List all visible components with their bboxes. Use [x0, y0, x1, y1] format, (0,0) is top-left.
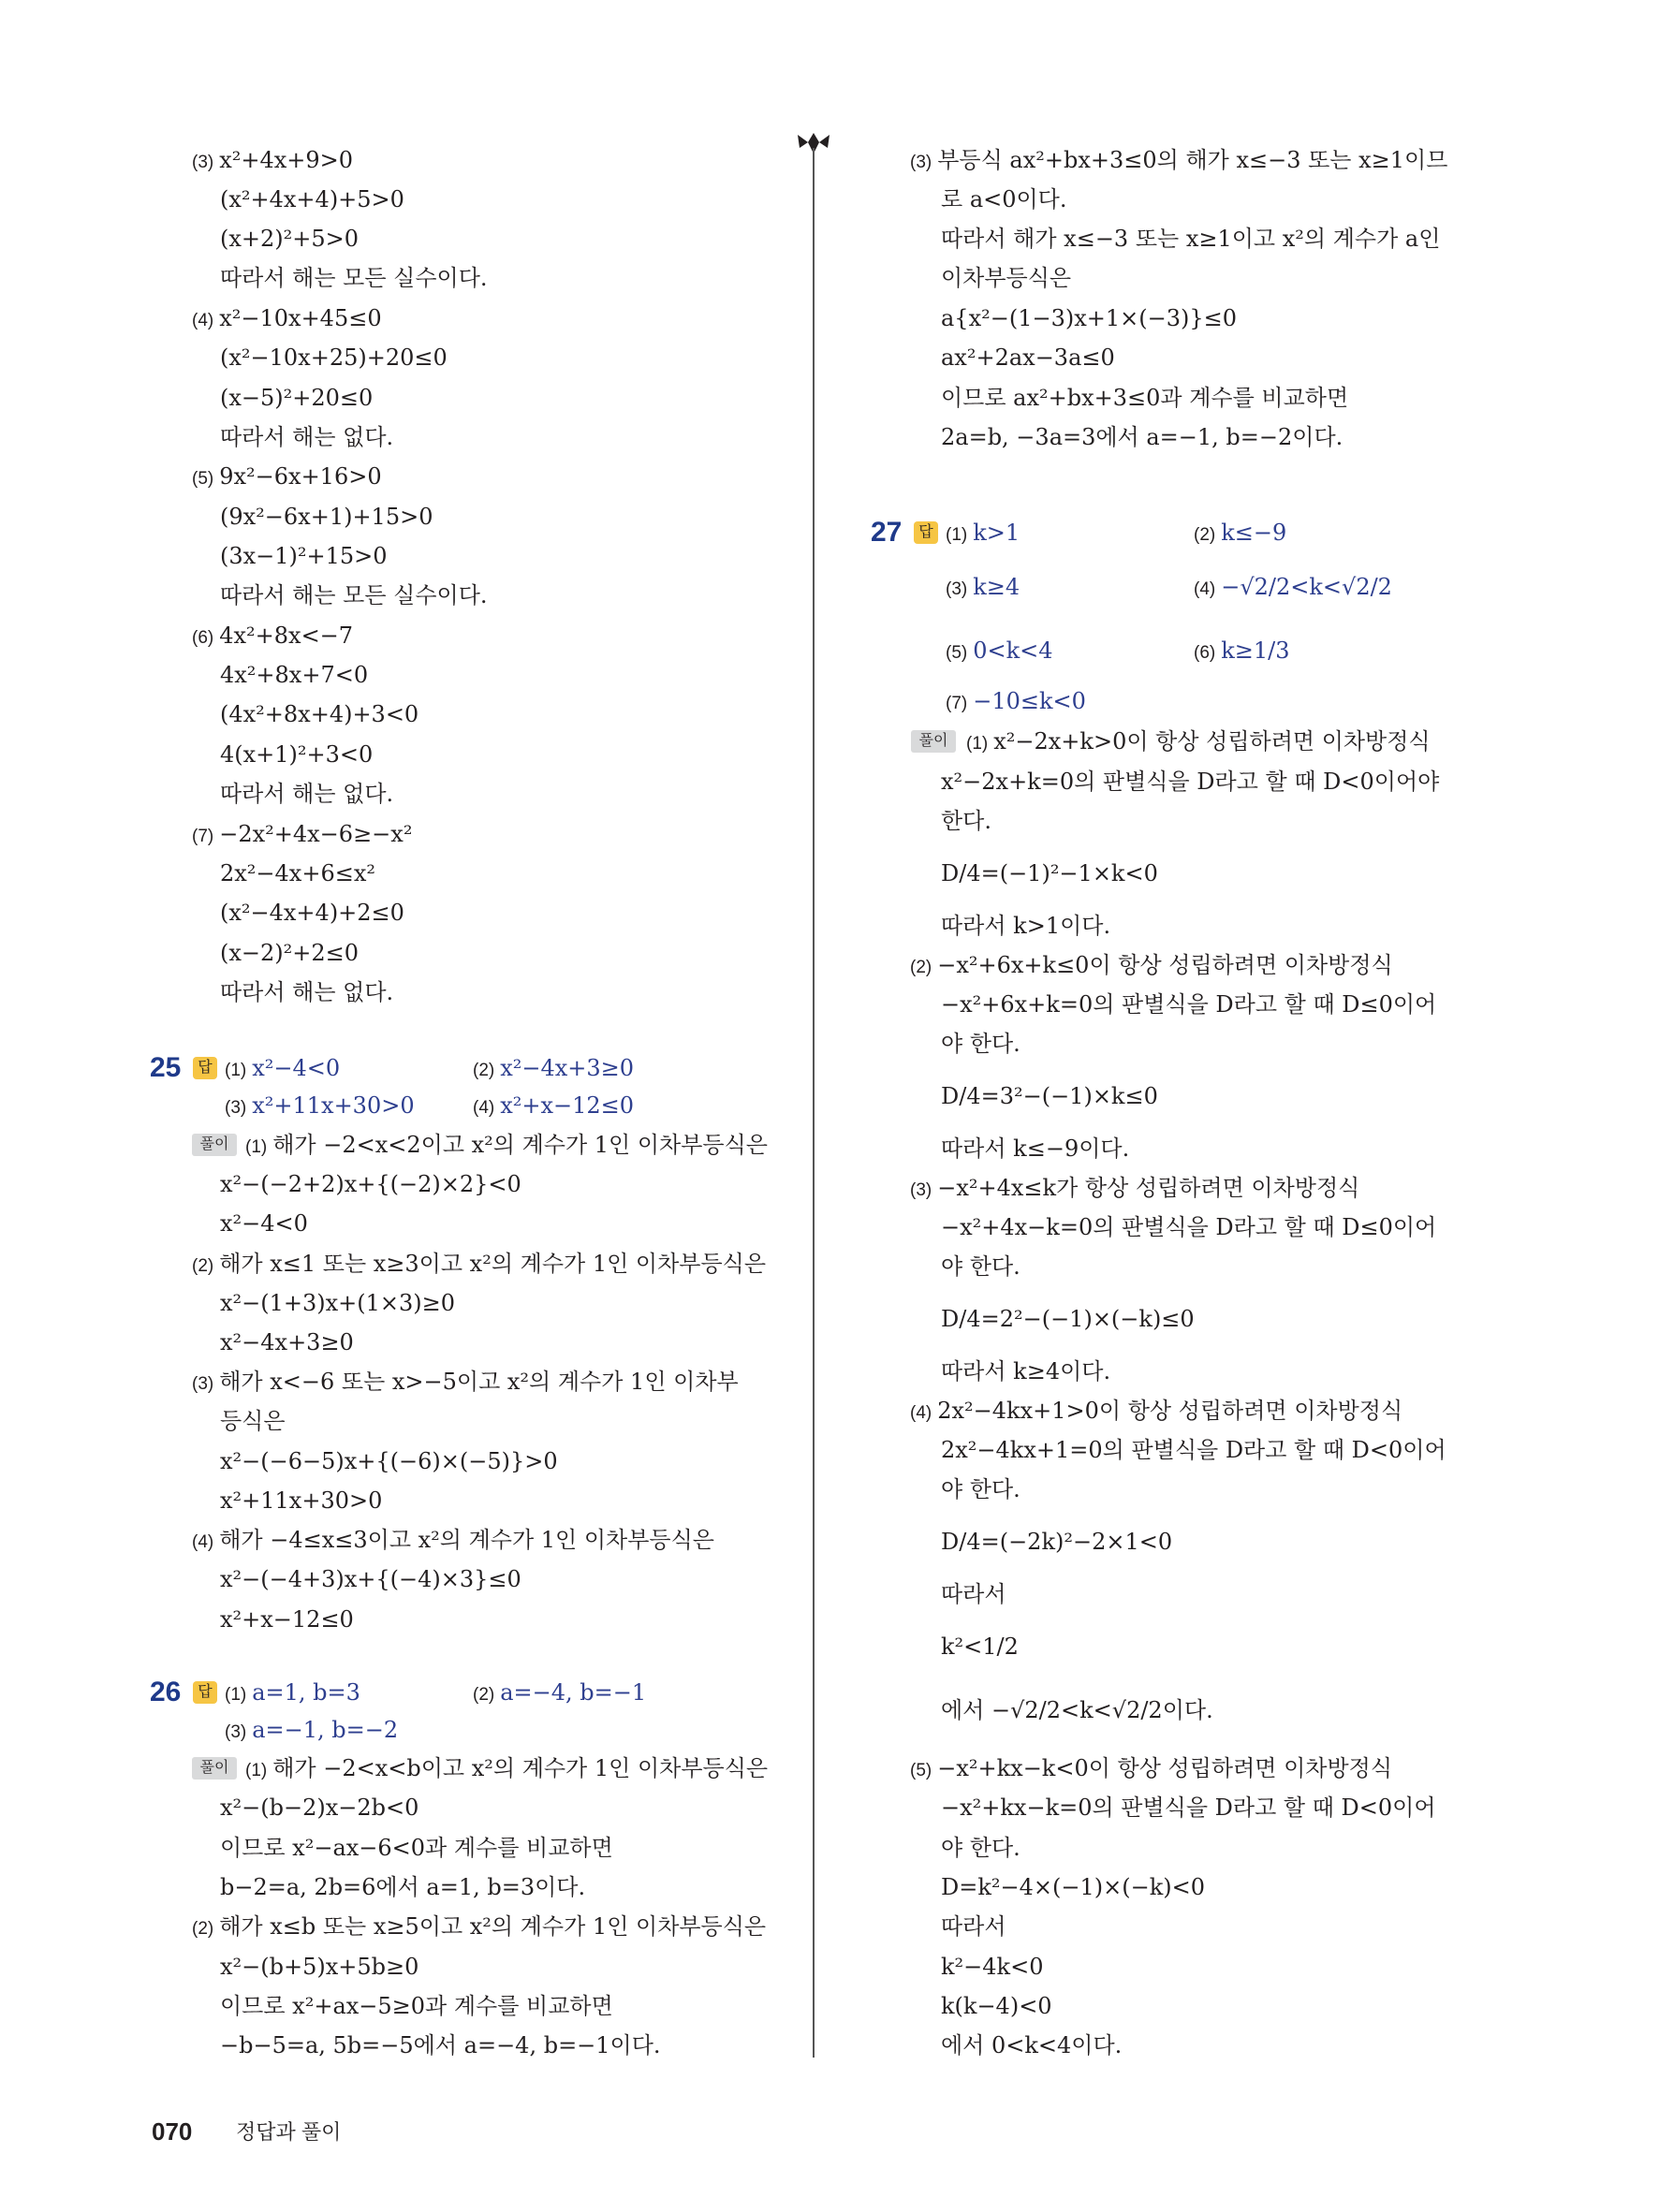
answer-item: (2) k≤−9	[1194, 520, 1287, 546]
solution-line: 따라서 k≥4이다.	[941, 1358, 1111, 1384]
solution-line: 2a=b, −3a=3에서 a=−1, b=−2이다.	[941, 424, 1343, 450]
solution-line: (6) 4x²+8x<−7	[192, 623, 354, 649]
solution-line: (9x²−6x+1)+15>0	[220, 504, 433, 530]
solution-line: 따라서 해는 모든 실수이다.	[220, 265, 488, 291]
solution-line: D/4=(−2k)²−2×1<0	[941, 1529, 1173, 1555]
solution-line: 이차부등식은	[941, 265, 1072, 291]
solution-line: 야 한다.	[941, 1835, 1020, 1861]
answer-item: (1) x²−4<0	[225, 1055, 341, 1081]
solution-line: x²−(b−2)x−2b<0	[220, 1795, 419, 1821]
solution-line: 4x²+8x+7<0	[220, 662, 369, 688]
solution-line: x²−(b+5)x+5b≥0	[220, 1954, 419, 1980]
solution-line: (x²−4x+4)+2≤0	[220, 900, 404, 926]
solution-line: 따라서	[941, 1581, 1006, 1607]
solution-line: 2x²−4kx+1=0의 판별식을 D라고 할 때 D<0이어	[941, 1437, 1446, 1463]
answer-item: (2) x²−4x+3≥0	[473, 1055, 635, 1081]
solution-line: a{x²−(1−3)x+1×(−3)}≤0	[941, 305, 1237, 331]
solution-line: 야 한다.	[941, 1253, 1020, 1280]
solution-line: D=k²−4×(−1)×(−k)<0	[941, 1874, 1205, 1900]
solution-line: (x²−10x+25)+20≤0	[220, 344, 448, 371]
solution-line: 따라서	[941, 1913, 1006, 1940]
answer-item: (7) −10≤k<0	[946, 688, 1086, 714]
answer-item: (2) a=−4, b=−1	[473, 1679, 647, 1706]
solution-line: (3x−1)²+15>0	[220, 543, 388, 569]
answer-item: (3) x²+11x+30>0	[225, 1092, 415, 1119]
answer-item: (1) k>1	[946, 520, 1020, 546]
solution-line: (4) 2x²−4kx+1>0이 항상 성립하려면 이차방정식	[910, 1398, 1403, 1424]
answer-item: (6) k≥1/3	[1194, 637, 1290, 664]
solution-line: (1) x²−2x+k>0이 항상 성립하려면 이차방정식	[966, 728, 1431, 754]
solution-line: 따라서 해는 없다.	[220, 424, 394, 450]
answer-badge: 답	[193, 1057, 217, 1079]
solution-line: 따라서 k≤−9이다.	[941, 1135, 1130, 1162]
solution-line: (x−5)²+20≤0	[220, 385, 374, 411]
solution-line: (1) 해가 −2<x<b이고 x²의 계수가 1인 이차부등식은	[245, 1755, 769, 1781]
solution-line: (5) −x²+kx−k<0이 항상 성립하려면 이차방정식	[910, 1755, 1392, 1781]
solution-line: (4x²+8x+4)+3<0	[220, 701, 419, 727]
answer-item: (3) k≥4	[946, 574, 1020, 600]
solution-line: x²+11x+30>0	[220, 1487, 383, 1514]
solution-line: 야 한다.	[941, 1476, 1020, 1502]
solution-line: −x²+kx−k=0의 판별식을 D라고 할 때 D<0이어	[941, 1795, 1436, 1821]
page-label: 정답과 풀이	[236, 2120, 342, 2144]
solution-line: (2) −x²+6x+k≤0이 항상 성립하려면 이차방정식	[910, 952, 1393, 978]
solution-line: 따라서 해는 없다.	[220, 781, 394, 807]
solution-line: (1) 해가 −2<x<2이고 x²의 계수가 1인 이차부등식은	[245, 1132, 768, 1158]
solution-line: (4) x²−10x+45≤0	[192, 305, 382, 331]
solution-line: (x²+4x+4)+5>0	[220, 186, 404, 212]
solution-line: D/4=2²−(−1)×(−k)≤0	[941, 1306, 1195, 1332]
solution-badge: 풀이	[192, 1134, 237, 1156]
solution-line: k(k−4)<0	[941, 1993, 1052, 2019]
column-divider	[813, 148, 815, 2058]
solution-line: (3) 해가 x<−6 또는 x>−5이고 x²의 계수가 1인 이차부	[192, 1369, 739, 1395]
solution-line: (x−2)²+2≤0	[220, 940, 360, 966]
solution-line: −x²+6x+k=0의 판별식을 D라고 할 때 D≤0이어	[941, 991, 1437, 1018]
solution-line: ax²+2ax−3a≤0	[941, 344, 1115, 371]
solution-line: (2) 해가 x≤1 또는 x≥3이고 x²의 계수가 1인 이차부등식은	[192, 1251, 767, 1277]
solution-line: 에서 −√2/2<k<√2/2이다.	[941, 1697, 1213, 1723]
page-number: 070	[152, 2117, 193, 2146]
solution-line: x²−2x+k=0의 판별식을 D라고 할 때 D<0이어야	[941, 769, 1440, 795]
answer-item: (4) x²+x−12≤0	[473, 1092, 635, 1119]
solution-line: k²<1/2	[941, 1633, 1019, 1660]
solution-line: 따라서 k>1이다.	[941, 913, 1111, 939]
solution-line: k²−4k<0	[941, 1954, 1044, 1980]
solution-line: 따라서 해는 없다.	[220, 979, 394, 1005]
solution-line: b−2=a, 2b=6에서 a=1, b=3이다.	[220, 1874, 586, 1900]
solution-line: x²−4<0	[220, 1210, 308, 1237]
solution-line: 로 a<0이다.	[941, 186, 1067, 212]
solution-line: x²+x−12≤0	[220, 1606, 354, 1633]
solution-line: D/4=(−1)²−1×k<0	[941, 860, 1158, 886]
solution-badge: 풀이	[911, 730, 956, 753]
solution-line: 4(x+1)²+3<0	[220, 741, 374, 768]
solution-line: (5) 9x²−6x+16>0	[192, 463, 382, 490]
solution-line: x²−(−4+3)x+{(−4)×3}≤0	[220, 1566, 521, 1592]
solution-line: −b−5=a, 5b=−5에서 a=−4, b=−1이다.	[220, 2032, 661, 2058]
solution-line: 이므로 ax²+bx+3≤0과 계수를 비교하면	[941, 385, 1349, 411]
solution-line: x²−(1+3)x+(1×3)≥0	[220, 1290, 456, 1316]
solution-line: (7) −2x²+4x−6≥−x²	[192, 821, 413, 847]
answer-item: (1) a=1, b=3	[225, 1679, 360, 1706]
solution-line: 이므로 x²+ax−5≥0과 계수를 비교하면	[220, 1993, 613, 2019]
solution-line: x²−(−2+2)x+{(−2)×2}<0	[220, 1171, 521, 1197]
solution-line: x²−4x+3≥0	[220, 1329, 354, 1355]
answer-badge: 답	[914, 521, 938, 544]
question-number: 26	[150, 1677, 182, 1707]
solution-line: 한다.	[941, 808, 991, 834]
solution-badge: 풀이	[192, 1757, 237, 1780]
solution-line: 따라서 해는 모든 실수이다.	[220, 582, 488, 608]
solution-line: −x²+4x−k=0의 판별식을 D라고 할 때 D≤0이어	[941, 1214, 1437, 1240]
solution-line: (3) −x²+4x≤k가 항상 성립하려면 이차방정식	[910, 1175, 1360, 1201]
solution-line: 에서 0<k<4이다.	[941, 2032, 1123, 2058]
solution-line: (2) 해가 x≤b 또는 x≥5이고 x²의 계수가 1인 이차부등식은	[192, 1913, 767, 1940]
solution-line: D/4=3²−(−1)×k≤0	[941, 1083, 1158, 1109]
question-number: 27	[871, 517, 903, 548]
solution-line: 등식은	[220, 1408, 286, 1434]
solution-line: 이므로 x²−ax−6<0과 계수를 비교하면	[220, 1835, 613, 1861]
solution-line: (4) 해가 −4≤x≤3이고 x²의 계수가 1인 이차부등식은	[192, 1527, 714, 1553]
answer-item: (5) 0<k<4	[946, 637, 1053, 664]
solution-line: (3) 부등식 ax²+bx+3≤0의 해가 x≤−3 또는 x≥1이므	[910, 147, 1448, 173]
answer-item: (3) a=−1, b=−2	[225, 1717, 399, 1743]
answer-badge: 답	[193, 1681, 217, 1704]
solution-line: 야 한다.	[941, 1031, 1020, 1057]
answer-item: (4) −√2/2<k<√2/2	[1194, 574, 1392, 600]
solution-line: x²−(−6−5)x+{(−6)×(−5)}>0	[220, 1448, 558, 1474]
solution-line: 2x²−4x+6≤x²	[220, 860, 375, 886]
solution-line: 따라서 해가 x≤−3 또는 x≥1이고 x²의 계수가 a인	[941, 226, 1441, 252]
solution-line: (x+2)²+5>0	[220, 226, 360, 252]
solution-line: (3) x²+4x+9>0	[192, 147, 354, 173]
question-number: 25	[150, 1052, 182, 1083]
